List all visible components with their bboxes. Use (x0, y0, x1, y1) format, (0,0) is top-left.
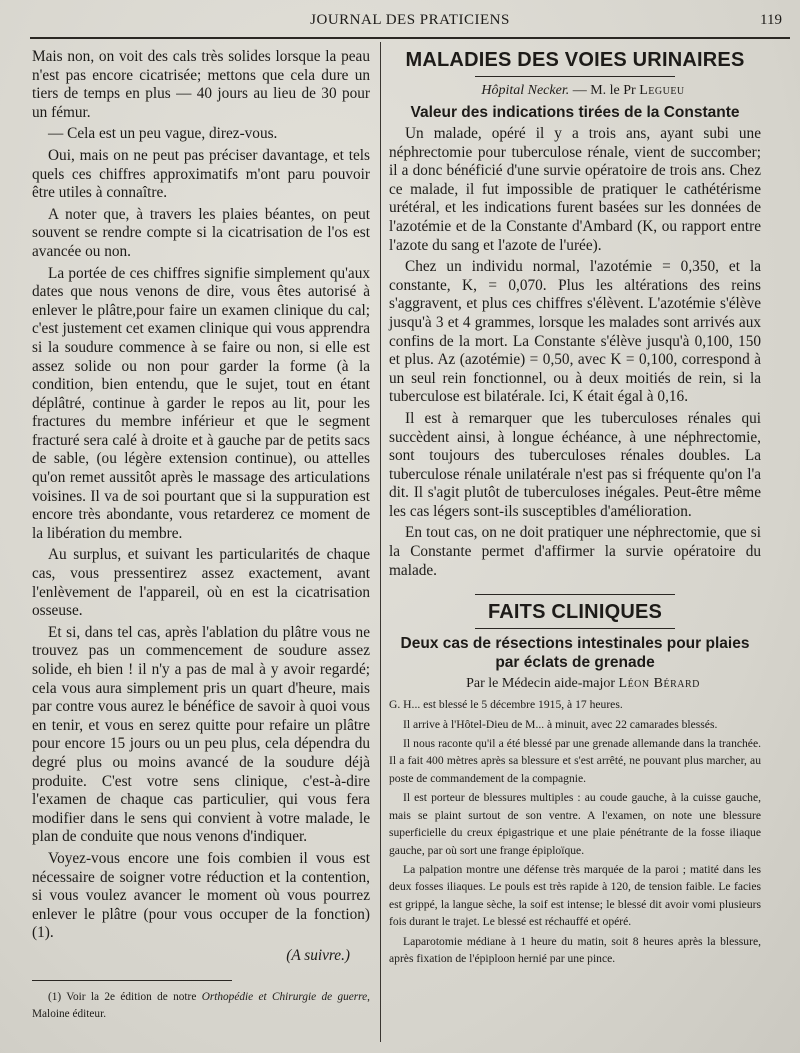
paragraph: Chez un individu normal, l'azotémie = 0,350, et la constante, K, = 0,070. Plus les altérations des reins s'aggravent, et plus ces chiffres s'élèvent. L'azotémie s'élève jusqu'à 3 et 4 grammes, lorsque les malades sont arrivés aux confins de la mort. La Constante s'élève jusqu'à 0,100, 150 et plus. Az (azotémie) = 0,50, avec K = 0,100, correspond à un seul rein fonctionnel, ou à deux moitiés de rein, si la tuberculose est bilatérale. Ici, K était égal à 0,16. (389, 258, 761, 406)
byline-author: — M. le Pr (569, 83, 640, 98)
article-title-line: Deux cas de résections intestinales pour plaies (400, 635, 750, 653)
paragraph: — Cela est un peu vague, direz-vous. (48, 125, 278, 143)
article-title-line: par éclats de grenade (495, 654, 655, 672)
section-rule (475, 76, 675, 77)
footnote (32, 989, 370, 1023)
byline (389, 675, 761, 693)
section-rule (475, 594, 675, 595)
byline-prefix: Par le Médecin aide-major (466, 676, 619, 692)
footnote-book-title: Orthopédie et Chirurgie de guerre (201, 990, 368, 1003)
running-head (30, 12, 790, 36)
paragraph: Oui, mais on ne peut pas préciser davantage, et tels quels ces chiffres approximatifs m'ont paru pouvoir être utiles à connaître. (32, 146, 370, 202)
section-title: FAITS CLINIQUES (487, 601, 663, 624)
paragraph: La palpation montre une défense très marquée de la paroi ; matité dans les deux fosses iliaques. Le pouls est très rapide à 120, de tension faible. Le facies est grippé, la langue sèche, la soif est intense; le blessé dit avoir vomi plusieurs fois durant le trajet. Le blessé est réchauffé et opéré. (389, 862, 761, 929)
paragraph: A noter que, à travers les plaies béantes, on peut souvent se rendre compte si la cicatrisation de l'os est avancée ou non. (32, 205, 370, 260)
left-column (32, 48, 370, 1026)
paragraph: Il est porteur de blessures multiples : au coude gauche, à la cuisse gauche, mais se plaint surtout de son ventre. A l'examen, on note une blessure superficielle du creux épigastrique et une plaie pénétrante de la fosse iliaque gauche, par où sort une frange épiploïque. (389, 791, 761, 857)
right-column (389, 48, 761, 969)
paragraph: Mais non, on voit des cals très solides lorsque la peau n'est pas encore cicatrisée; mettons que cela dure un tiers de temps en plus — 40 jours au lieu de 30 pour un fémur. (32, 48, 370, 121)
byline (389, 82, 761, 100)
paragraph: Voyez-vous encore une fois combien il vous est nécessaire de soigner votre réduction et la contention, si vous voulez avancer le moment où vous pourrez enlever le plâtre (pour vous occuper de la fonction) (1). (32, 849, 370, 942)
paragraph: Il est à remarquer que les tuberculoses rénales qui succèdent ainsi, à longue échéance, à une néphrectomie, sont toujours des tuberculoses rénales doubles. La tuberculose rénale unilatérale n'est pas si fréquente qu'on l'a dit. Il s'agit plutôt de tuberculoses inégales. Peut-être même les cas légers sont-ils susceptibles d'amélioration. (389, 409, 761, 520)
article-title (389, 634, 761, 672)
paragraph: Un malade, opéré il y a trois ans, ayant subi une néphrectomie pour tuberculose rénale, vient de succomber; il a donc bénéficié d'une survie opératoire de trois ans. Chez ce malade, il fut impossible de pratiquer le cathétérisme urétéral, et les indications furent basées sur les données de l'azotémie et de la Constante d'Ambard (K, ou rapport entre l'azote du sang et l'azote de l'urée). (389, 125, 761, 254)
paragraph: Au surplus, et suivant les particularités de chaque cas, vous pressentirez assez exactement, avant l'enlèvement de l'appareil, où en est la cicatrisation osseuse. (32, 546, 370, 620)
footnote-suffix: , Maloine éditeur. (32, 990, 370, 1020)
journal-title: JOURNAL DES PRATICIENS (310, 12, 510, 28)
paragraph: G. H... est blessé le 5 décembre 1915, à 17 heures. (389, 698, 623, 712)
paragraph: Et si, dans tel cas, après l'ablation du plâtre vous ne trouvez pas un commencement de soudure assez solide, eh bien ! il n'y a pas de mal à y avoir regardé; cela vous aura simplement pris un quart d'heure, mais par contre vous aurez le bénéfice de savoir à quoi vous en tenir, et vous en serez quitte pour refaire un plâtre pour encore 15 jours ou un peu plus, cela dépendra du degré plus ou moins avancé de la soudure déjà produite. C'est votre sens clinique, c'est-à-dire l'examen de chaque cas particulier, qui vous fera modifier dans le sens qui convient à votre malade, le plan de conduite que nous venons d'indiquer. (32, 623, 370, 846)
paragraph: Laparotomie médiane à 1 heure du matin, soit 8 heures après la blessure, après fixation de l'épiploon hernié par une pince. (389, 934, 761, 965)
a-suivre: (A suivre.) (286, 946, 350, 964)
paragraph: Il nous raconte qu'il a été blessé par une grenade allemande dans la tranchée. Il a fait 400 mètres après sa blessure et s'est arrêté, ne pouvant plus marcher, au poste de commandement de la compagnie. (389, 737, 761, 785)
section-rule (475, 628, 675, 629)
paragraph: En tout cas, on ne doit pratiquer une néphrectomie, que si la Constante permet d'affirmer la survie opératoire du malade. (389, 524, 761, 579)
paragraph: La portée de ces chiffres signifie simplement qu'aux dates que nous venons de dire, vous êtes autorisé à enlever le plâtre,pour faire un examen clinique du cal; c'est justement cet examen clinique qui vous apprendra si la soudure commence à se faire ou non, si elle est assez solide ou non pour garder la forme (à la condition, bien entendu, que le sujet, tout en étant déplâtré, continue à garder le repos au lit, pour les fractures du membre inférieur et que le segment fracturé sera calé à droite et à gauche par de petits sacs de sable, (ou légère extension continue), ou attelles qu'on remet aussitôt après le massage des articulations voisines. Il va de soi pourtant que si la suppuration est encore très abondante, vous retarderez ce moment de la libération du membre. (32, 264, 370, 542)
article-title: Valeur des indications tirées de la Constante (410, 104, 740, 121)
page-number: 119 (760, 12, 782, 28)
header-rule (30, 37, 790, 39)
column-divider (380, 42, 381, 1042)
footnote-prefix: (1) Voir la 2e édition de notre (48, 990, 202, 1003)
footnote-rule (32, 980, 232, 981)
case-report (389, 696, 761, 967)
paragraph: Il arrive à l'Hôtel-Dieu de M... à minuit, avec 22 camarades blessés. (403, 717, 718, 731)
byline-name: Léon Bérard (618, 676, 700, 692)
section-title: MALADIES DES VOIES URINAIRES (405, 49, 745, 71)
byline-place: Hôpital Necker. (481, 83, 570, 98)
byline-name: Legueu (639, 83, 685, 98)
